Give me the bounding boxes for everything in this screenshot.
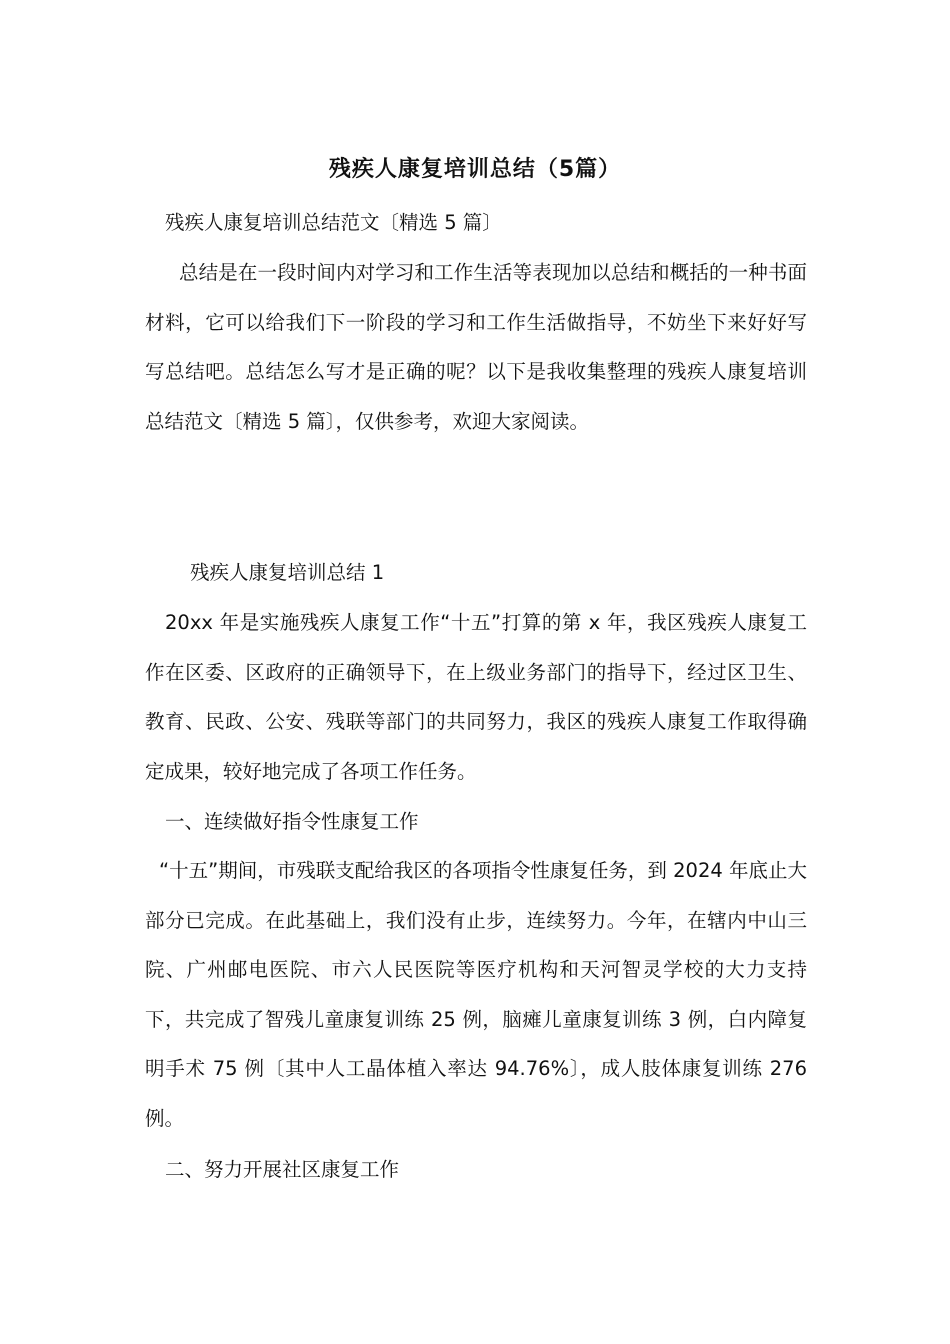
body-paragraph-2: “十五”期间，市残联支配给我区的各项指令性康复任务，到 2024 年底止大部分已完成。在此基础上，我们没有止步，连续努力。今年，在辖内中山三院、广州邮电医院、市六人民医院等医疗机构和天河智灵学校的大力支持下，共完成了智残儿童康复训练 25 例，脑瘫儿童康复训练 3 例，白内障复明手术 75 例〔其中人工晶体植入率达 94.76%〕，成人肢体康复训练 276 例。 <box>145 859 807 1130</box>
subheading-one: 一、连续做好指令性康复工作 <box>165 810 419 833</box>
body-paragraph-1: 20xx 年是实施残疾人康复工作“十五”打算的第 x 年，我区残疾人康复工作在区委、区政府的正确领导下，在上级业务部门的指导下，经过区卫生、教育、民政、公安、残联等部门的共同努力，我区的残疾人康复工作取得确定成果，较好地完成了各项工作任务。 <box>145 611 807 783</box>
section-heading: 残疾人康复培训总结 1 <box>190 561 385 584</box>
document-subtitle: 残疾人康复培训总结范文〔精选 5 篇〕 <box>165 211 502 234</box>
document-title: 残疾人康复培训总结（5篇） <box>328 157 622 182</box>
intro-paragraph: 总结是在一段时间内对学习和工作生活等表现加以总结和概括的一种书面材料，它可以给我们下一阶段的学习和工作生活做指导，不妨坐下来好好写写总结吧。总结怎么写才是正确的呢？以下是我收集整理的残疾人康复培训总结范文〔精选 5 篇〕，仅供参考，欢迎大家阅读。 <box>145 261 807 433</box>
subheading-two: 二、努力开展社区康复工作 <box>165 1158 400 1181</box>
